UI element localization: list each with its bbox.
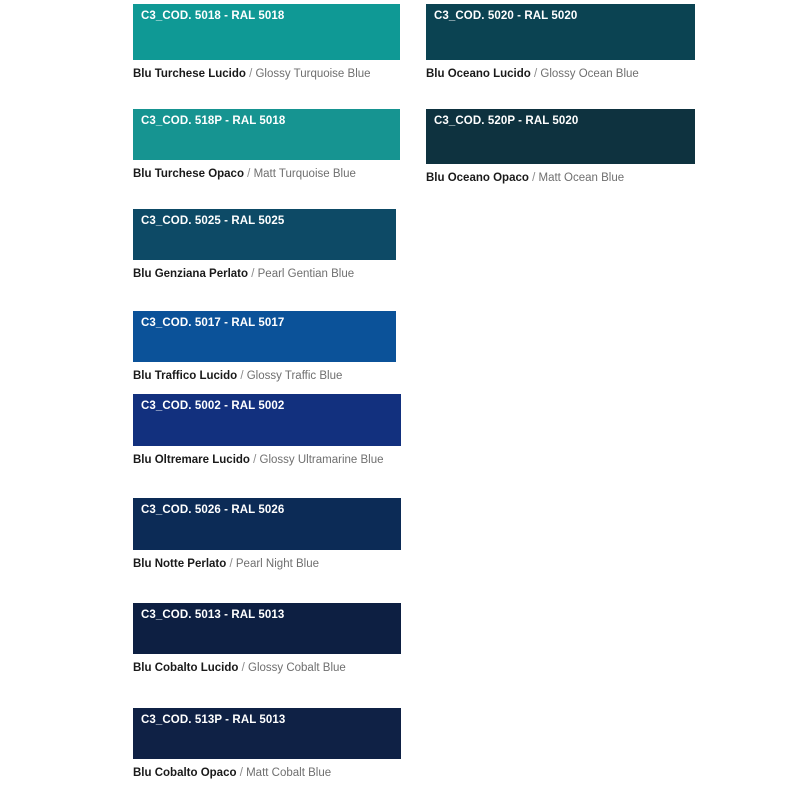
color-caption <box>426 67 695 81</box>
color-name-it: Blu Notte Perlato <box>133 558 227 570</box>
color-name-en: Glossy Turquoise Blue <box>255 68 371 80</box>
color-chip[interactable] <box>133 209 396 260</box>
color-caption <box>133 557 401 571</box>
color-code-label: C3_COD. 520P - RAL 5020 <box>434 115 579 127</box>
color-caption <box>133 369 396 383</box>
color-chip[interactable] <box>426 109 695 164</box>
caption-separator: / <box>237 370 247 382</box>
color-code-label: C3_COD. 5018 - RAL 5018 <box>141 10 285 22</box>
color-swatch-card[interactable] <box>426 109 695 185</box>
color-caption <box>133 267 396 281</box>
color-caption <box>133 766 401 780</box>
color-code-label: C3_COD. 5025 - RAL 5025 <box>141 215 285 227</box>
color-chip[interactable] <box>133 498 401 550</box>
color-swatch-card[interactable] <box>426 4 695 81</box>
color-code-label: C3_COD. 5017 - RAL 5017 <box>141 317 285 329</box>
color-name-en: Glossy Ocean Blue <box>540 68 639 80</box>
color-caption <box>426 171 695 185</box>
color-name-it: Blu Oceano Opaco <box>426 172 529 184</box>
color-code-label: C3_COD. 513P - RAL 5013 <box>141 714 286 726</box>
color-code-label: C3_COD. 5013 - RAL 5013 <box>141 609 285 621</box>
color-name-en: Glossy Cobalt Blue <box>248 662 346 674</box>
color-code-label: C3_COD. 5002 - RAL 5002 <box>141 400 285 412</box>
color-swatch-card[interactable] <box>133 394 401 467</box>
color-name-en: Matt Ocean Blue <box>538 172 625 184</box>
color-code-label: C3_COD. 5026 - RAL 5026 <box>141 504 285 516</box>
color-chip[interactable] <box>133 708 401 759</box>
color-chip[interactable] <box>426 4 695 60</box>
color-name-it: Blu Cobalto Lucido <box>133 662 239 674</box>
color-name-en: Matt Turquoise Blue <box>253 168 356 180</box>
color-name-it: Blu Traffico Lucido <box>133 370 238 382</box>
color-swatch-card[interactable] <box>133 498 401 571</box>
color-name-en: Glossy Ultramarine Blue <box>259 454 384 466</box>
caption-separator: / <box>243 168 254 180</box>
caption-separator: / <box>226 558 236 570</box>
caption-separator: / <box>249 454 260 466</box>
color-caption <box>133 67 400 81</box>
color-swatch-card[interactable] <box>133 4 400 81</box>
color-name-it: Blu Oltremare Lucido <box>133 454 250 466</box>
color-caption <box>133 661 401 675</box>
color-caption <box>133 167 400 181</box>
color-name-en: Matt Cobalt Blue <box>246 767 332 779</box>
caption-separator: / <box>238 662 248 674</box>
color-chip[interactable] <box>133 311 396 362</box>
color-code-label: C3_COD. 5020 - RAL 5020 <box>434 10 578 22</box>
color-chip[interactable] <box>133 109 400 160</box>
color-swatch-card[interactable] <box>133 209 396 281</box>
color-name-en: Pearl Gentian Blue <box>257 268 355 280</box>
color-name-en: Glossy Traffic Blue <box>246 370 343 382</box>
color-caption <box>133 453 401 467</box>
color-name-it: Blu Oceano Lucido <box>426 68 531 80</box>
color-name-it: Blu Turchese Lucido <box>133 68 246 80</box>
color-swatch-card[interactable] <box>133 603 401 675</box>
color-name-it: Blu Cobalto Opaco <box>133 767 237 779</box>
caption-separator: / <box>245 68 256 80</box>
color-chip[interactable] <box>133 394 401 446</box>
color-name-it: Blu Genziana Perlato <box>133 268 249 280</box>
color-chip[interactable] <box>133 603 401 654</box>
caption-separator: / <box>248 268 258 280</box>
color-name-it: Blu Turchese Opaco <box>133 168 244 180</box>
color-code-label: C3_COD. 518P - RAL 5018 <box>141 115 286 127</box>
caption-separator: / <box>236 767 247 779</box>
color-swatch-card[interactable] <box>133 109 400 181</box>
color-swatch-card[interactable] <box>133 311 396 383</box>
color-swatch-card[interactable] <box>133 708 401 780</box>
color-chip[interactable] <box>133 4 400 60</box>
color-name-en: Pearl Night Blue <box>235 558 319 570</box>
caption-separator: / <box>530 68 541 80</box>
caption-separator: / <box>528 172 539 184</box>
